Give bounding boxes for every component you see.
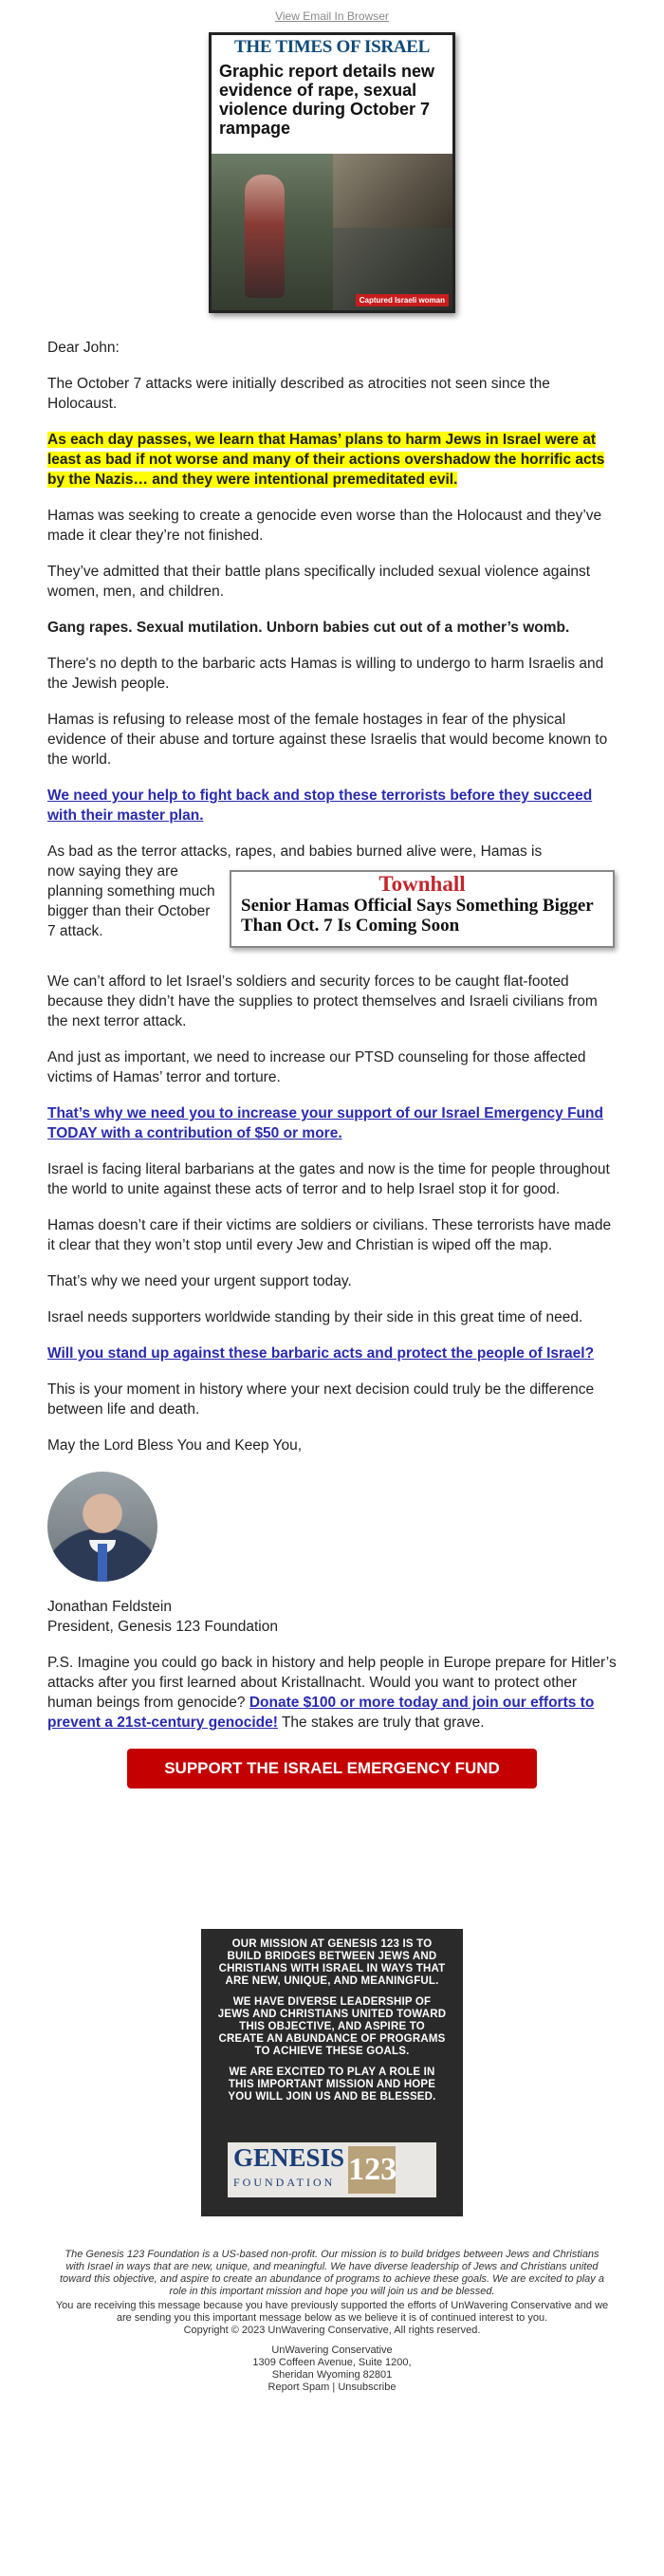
ps-donate-link[interactable]: Donate $100 or more today and join our efforts to prevent a 21st-century genocide! bbox=[47, 1695, 595, 1731]
mission-text-1: OUR MISSION AT GENESIS 123 IS TO BUILD BRIDGES BETWEEN JEWS AND CHRISTIANS WITH ISRAEL IN WAYS THAT ARE NEW, UNIQUE, AND MEANINGFUL. bbox=[218, 1938, 446, 1987]
highlight-paragraph: As each day passes, we learn that Hamas’ plans to harm Jews in Israel were at least as bad if not worse and many of their actions overshadow the horrific acts by the Nazis… and they were intentional premeditated evil. bbox=[47, 432, 605, 488]
greeting: Dear John: bbox=[47, 340, 120, 356]
paragraph: That’s why we need your urgent support today. bbox=[47, 1273, 352, 1289]
genesis-123-logo bbox=[228, 2142, 436, 2197]
mission-banner[interactable] bbox=[201, 1929, 463, 2216]
logo-sub: FOUNDATION bbox=[233, 2176, 336, 2189]
cta-wrap bbox=[47, 1749, 617, 1788]
signature-name: Jonathan Feldstein bbox=[47, 1599, 172, 1615]
view-in-browser-link[interactable]: View Email In Browser bbox=[275, 9, 389, 23]
ps-paragraph bbox=[47, 1653, 617, 1733]
footer-copyright: Copyright © 2023 UnWavering Conservative, All rights reserved. bbox=[183, 2325, 481, 2336]
mission-text-3: WE ARE EXCITED TO PLAY A ROLE IN THIS IMPORTANT MISSION AND HOPE YOU WILL JOIN US AND BE BLESSED. bbox=[228, 2066, 436, 2103]
unsubscribe-link[interactable]: Unsubscribe bbox=[338, 2381, 397, 2393]
paragraph: Israel needs supporters worldwide standing by their side in this great time of need. bbox=[47, 1309, 583, 1325]
times-of-israel-logo: THE TIMES OF ISRAEL bbox=[234, 37, 430, 57]
hero-photos bbox=[212, 154, 452, 310]
donate-link-paragraph bbox=[47, 786, 617, 825]
footer-org: UnWavering Conservative bbox=[271, 2344, 393, 2356]
donate-link-paragraph bbox=[47, 1344, 617, 1363]
footer-notice: You are receiving this message because you have previously supported the efforts of UnWavering Conservative and we are sending you this important message below as we believe it is of continued interest to you. bbox=[55, 2300, 609, 2324]
townhall-headline: Senior Hamas Official Says Something Bigger Than Oct. 7 Is Coming Soon bbox=[241, 896, 594, 936]
hero-headline: Graphic report details new evidence of rape, sexual violence during October 7 rampage bbox=[219, 62, 435, 138]
signature-title: President, Genesis 123 Foundation bbox=[47, 1619, 278, 1635]
footer-about: The Genesis 123 Foundation is a US-based non-profit. Our mission is to build bridges between Jews and Christians with Israel in ways that are new, unique, and meaningful. We have diverse leadership of Jews and Christians united toward this objective, and aspire to create an abundance of programs to achieve these goals. We are excited to play a role in this important mission and hope you will join us and be blessed. bbox=[60, 2249, 604, 2297]
paragraph: The October 7 attacks were initially described as atrocities not seen since the Holocaust. bbox=[47, 376, 550, 412]
signature bbox=[47, 1597, 617, 1637]
footer-address bbox=[47, 2344, 617, 2394]
footer-street: 1309 Coffeen Avenue, Suite 1200, bbox=[252, 2357, 412, 2368]
footer-links bbox=[47, 2381, 617, 2394]
hero-photo-right bbox=[333, 154, 452, 310]
donate-link-2[interactable]: That’s why we need you to increase your support of our Israel Emergency Fund TODAY with a contribution of $50 or more. bbox=[47, 1105, 603, 1141]
logo-number: 123 bbox=[348, 2146, 396, 2194]
paragraph: There's no depth to the barbaric acts Hamas is willing to undergo to harm Israelis and the Jewish people. bbox=[47, 656, 604, 692]
footer bbox=[47, 2249, 617, 2394]
paragraph: Hamas doesn’t care if their victims are soldiers or civilians. These terrorists have made it clear that they won’t stop until every Jew and Christian is wiped off the map. bbox=[47, 1217, 612, 1253]
townhall-section bbox=[47, 842, 617, 955]
paragraph: And just as important, we need to increase our PTSD counseling for those affected victims of Hamas’ terror and torture. bbox=[47, 1049, 586, 1085]
paragraph: They’ve admitted that their battle plans specifically included sexual violence against women, men, and children. bbox=[47, 564, 591, 600]
hero-article-image[interactable] bbox=[209, 32, 455, 313]
paragraph: Hamas is refusing to release most of the female hostages in fear of the physical evidence of their abuse and torture against these Israelis that would become known to the world. bbox=[47, 712, 608, 768]
townhall-logo: Townhall bbox=[378, 872, 466, 896]
paragraph: Hamas was seeking to create a genocide even worse than the Holocaust and they’ve made it clear they’re not finished. bbox=[47, 508, 602, 544]
donate-link-paragraph bbox=[47, 1103, 617, 1143]
paragraph: This is your moment in history where your next decision could truly be the difference between life and death. bbox=[47, 1381, 595, 1418]
ps-text: P.S. Imagine you could go back in history and help people in Europe prepare for Hitler’s attacks after you first learned about Kristallnacht. Would you want to protect other human beings from genocide? bbox=[47, 1655, 617, 1711]
footer-city: Sheridan Wyoming 82801 bbox=[271, 2369, 393, 2381]
donate-link-3[interactable]: Will you stand up against these barbaric acts and protect the people of Israel? bbox=[47, 1345, 595, 1362]
paragraph: We can’t afford to let Israel’s soldiers and security forces to be caught flat-footed because they didn’t have the supplies to protect themselves and Israeli civilians from the next terror attack. bbox=[47, 973, 598, 1029]
paragraph: Israel is facing literal barbarians at the gates and now is the time for people throughout the world to unite against these acts of terror and to help Israel stop it for good. bbox=[47, 1161, 610, 1197]
closing: May the Lord Bless You and Keep You, bbox=[47, 1437, 303, 1454]
support-fund-button[interactable]: SUPPORT THE ISRAEL EMERGENCY FUND bbox=[127, 1749, 537, 1788]
paragraph: As bad as the terror attacks, rapes, and babies burned alive were, Hamas is bbox=[47, 843, 543, 860]
author-avatar bbox=[47, 1472, 157, 1582]
footer-separator: | bbox=[332, 2381, 336, 2393]
townhall-article-image[interactable] bbox=[230, 870, 615, 948]
view-in-browser-bar bbox=[47, 0, 617, 23]
email-container bbox=[47, 0, 617, 2394]
logo-word: GENESIS bbox=[233, 2143, 345, 2172]
ps-end: The stakes are truly that grave. bbox=[281, 1714, 485, 1731]
report-spam-link[interactable]: Report Spam bbox=[267, 2381, 330, 2393]
hero-photo-left bbox=[212, 154, 333, 310]
mission-text-2: WE HAVE DIVERSE LEADERSHIP OF JEWS AND CHRISTIANS UNITED TOWARD THIS OBJECTIVE, AND ASPIRE TO CREATE AN ABUNDANCE OF PROGRAMS TO ACHIEVE THESE GOALS. bbox=[217, 1996, 447, 2057]
paragraph: now saying they are planning something much bigger than their October 7 attack. bbox=[47, 863, 215, 939]
letter-body bbox=[47, 338, 617, 1788]
hero-caption: Captured Israeli woman bbox=[356, 294, 449, 306]
donate-link-1[interactable]: We need your help to fight back and stop these terrorists before they succeed with their master plan. bbox=[47, 788, 593, 824]
bold-paragraph: Gang rapes. Sexual mutilation. Unborn babies cut out of a mother’s womb. bbox=[47, 620, 570, 636]
